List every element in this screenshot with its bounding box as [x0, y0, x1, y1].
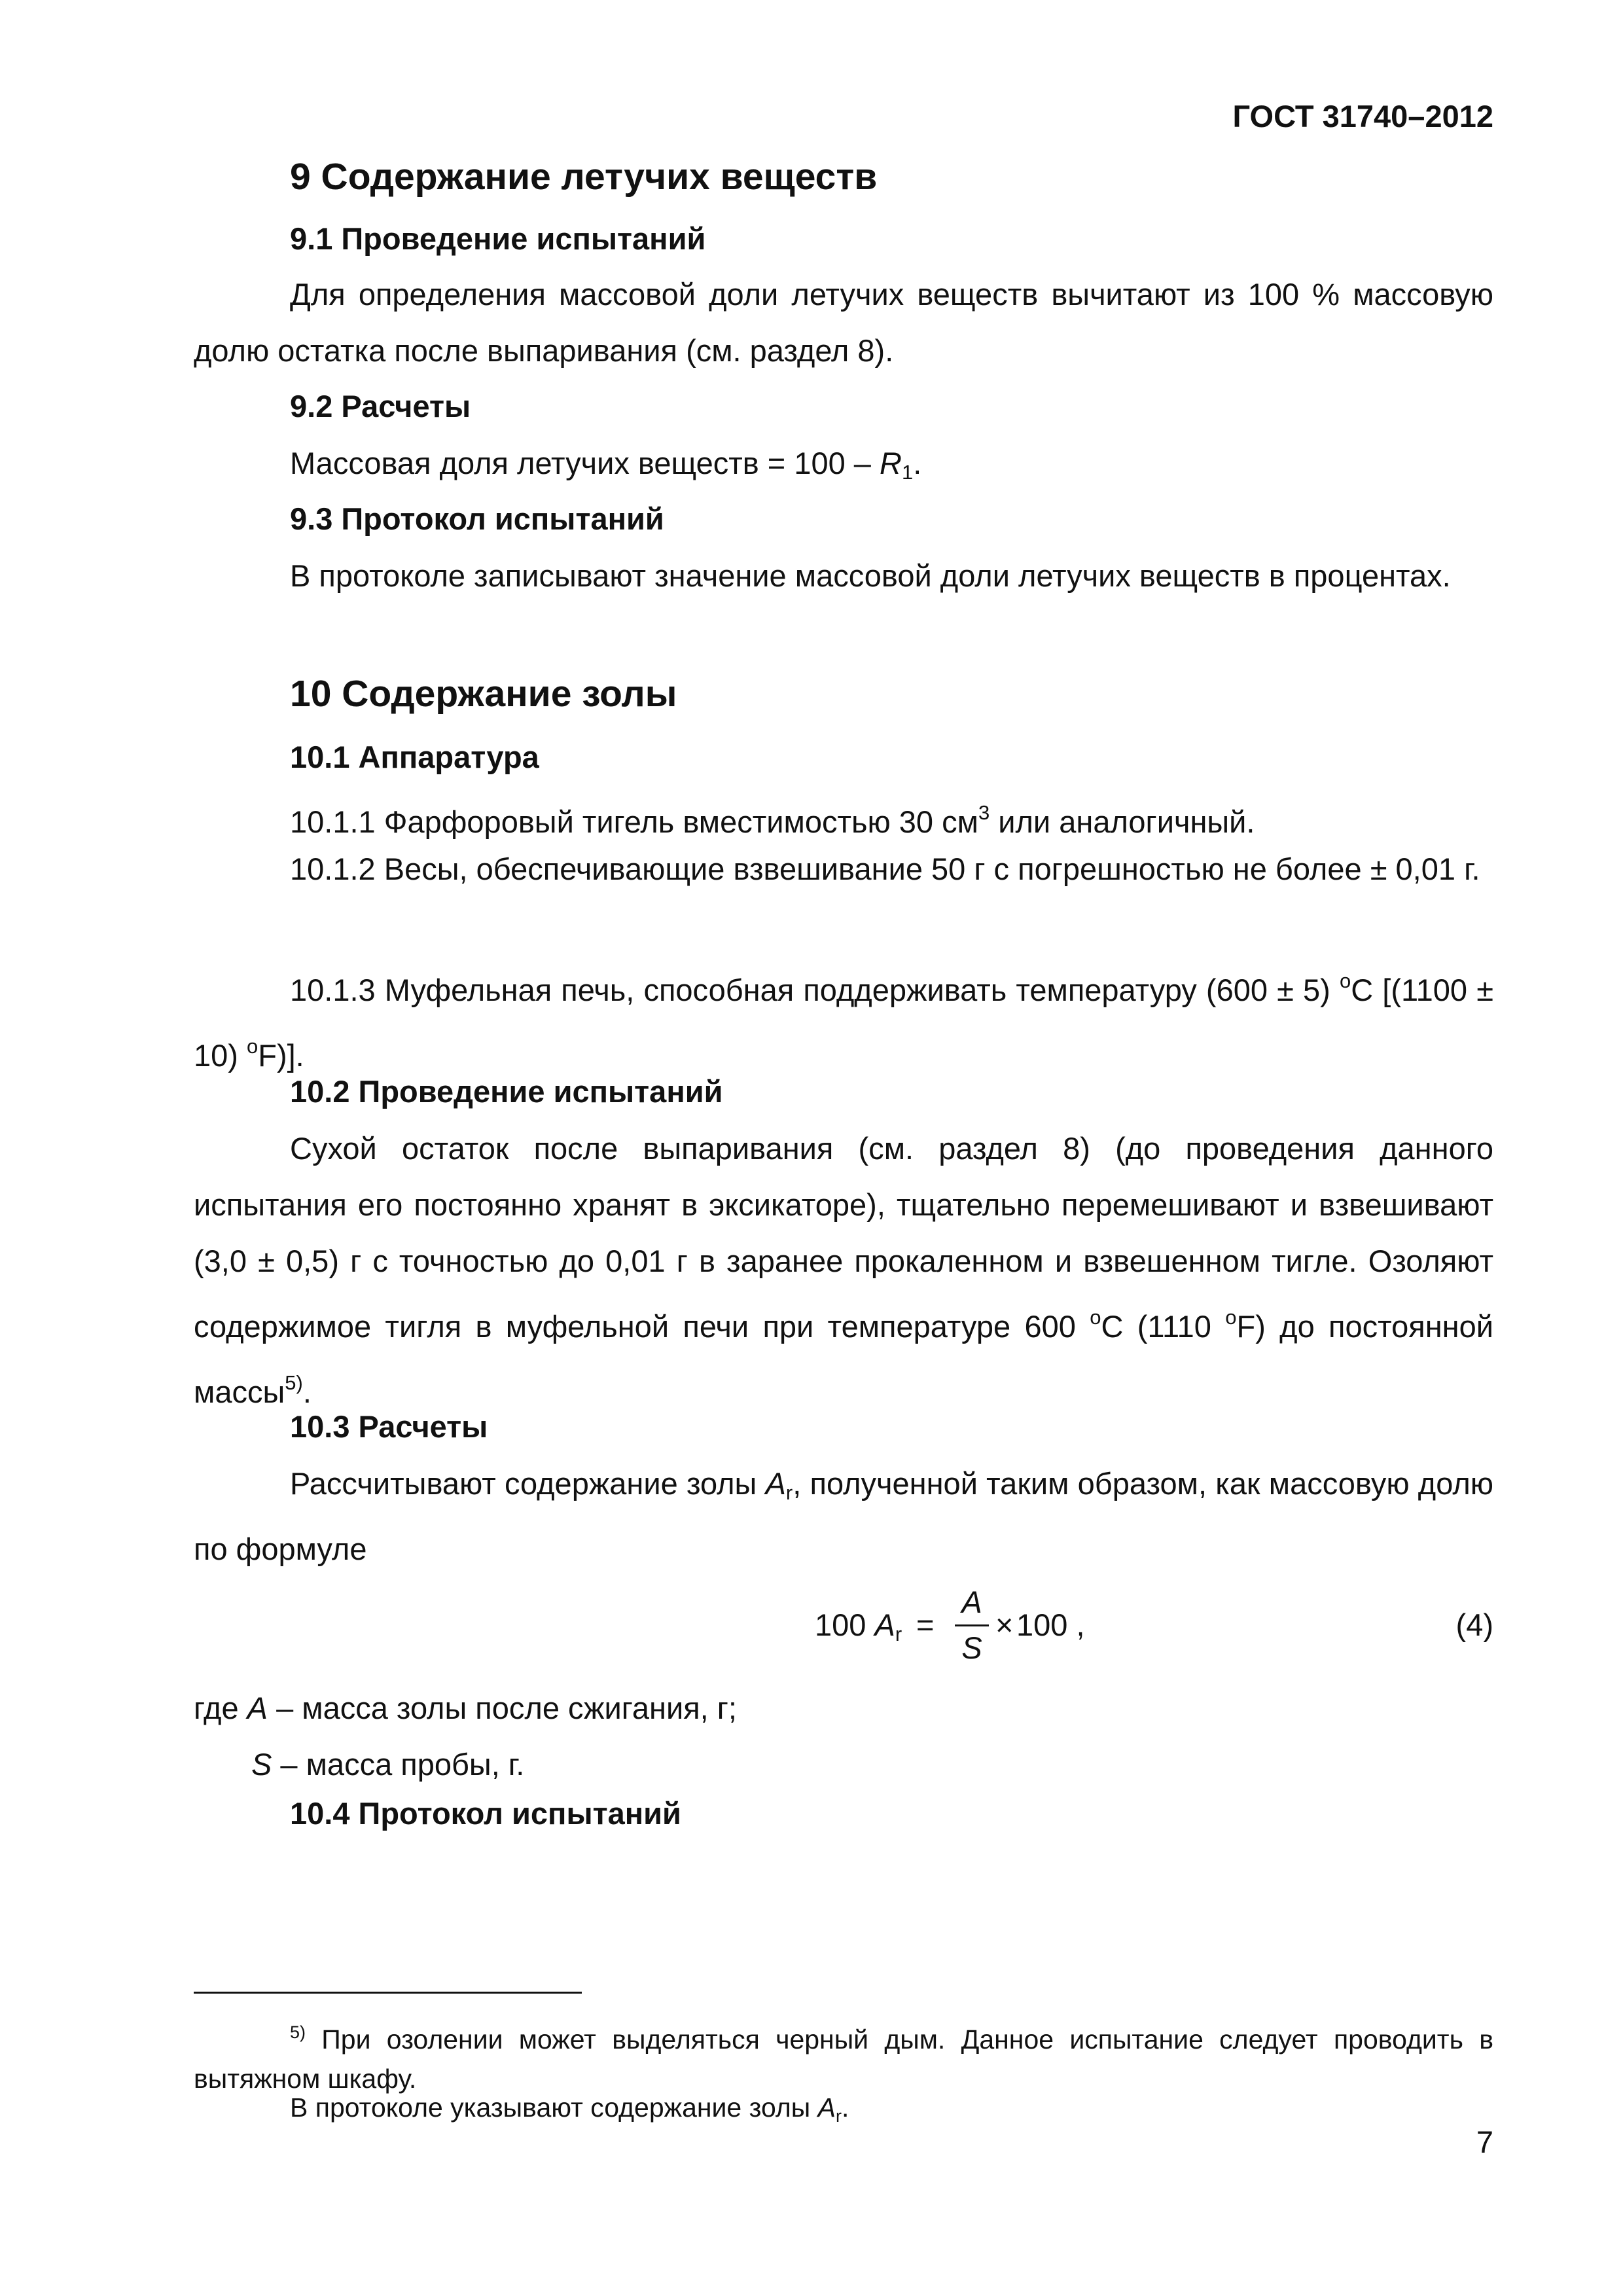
fraction-bar [955, 1624, 989, 1626]
section-10-2-text: Сухой остаток после выпаривания (см. раздел 8) (до проведения данного испытания его постоянно хранят в эксикаторе), тщательно перемешивают и взвешивают (3,0 ± 0,5) г с точностью до 0,01 г в заранее прокаленном и взвешенном тигле. Озоляют содержимое тигля в муфельной печи при температуре 600 $^o$С (1110 $^o$F) до постоянной массы$^{5)}$. [194, 1131, 1493, 1409]
formula-equals: = [916, 1607, 935, 1642]
where-a: где A – масса золы после сжигания, г; [194, 1691, 737, 1725]
footnote-5: $^{5)}$ При озолении может выделяться черный дым. Данное испытание следует проводить в вытяжном шкафу. [194, 2022, 1493, 2094]
section-10-title: 10 Содержание золы [290, 673, 677, 715]
section-10-4-title: 10.4 Протокол испытаний [290, 1796, 681, 1831]
formula-number: (4) [1455, 1607, 1493, 1642]
section-10-2-title: 10.2 Проведение испытаний [290, 1074, 723, 1109]
section-9-title: 9 Содержание летучих веществ [290, 156, 878, 198]
footnote-reference: 5) [285, 1371, 303, 1394]
section-9-1-title: 9.1 Проведение испытаний [290, 221, 706, 256]
formula-lhs: 100 $A_r$ [815, 1607, 902, 1645]
section-10-3-text: Рассчитывают содержание золы $A_r$, полученной таким образом, как массовую долю по формуле [194, 1466, 1494, 1566]
section-10-1-title: 10.1 Аппаратура [290, 740, 539, 774]
formula-times: × [995, 1607, 1014, 1642]
footnote-continuation: В протоколе указывают содержание золы $A_r$. [290, 2092, 849, 2126]
fraction-denominator: S [961, 1630, 982, 1665]
section-9-3-text: В протоколе записывают значение массовой доли летучих веществ в процентах. [290, 558, 1451, 593]
item-10-1-2: 10.1.2 Весы, обеспечивающие взвешивание 50 г с погрешностью не более ± 0,01 г. [290, 852, 1480, 886]
section-9-2-text: Массовая доля летучих веществ = $100 - R_1$. [290, 446, 922, 484]
section-10-3-title: 10.3 Расчеты [290, 1409, 488, 1444]
formula-rhs: 100 , [1016, 1607, 1085, 1642]
section-9-2-title: 9.2 Расчеты [290, 389, 471, 423]
section-9-3-title: 9.3 Протокол испытаний [290, 501, 664, 536]
footnote-separator [194, 1992, 582, 1994]
where-s: S – масса пробы, г. [251, 1747, 525, 1782]
item-10-1-3: 10.1.3 Муфельная печь, способная поддерживать температуру (600 ± 5) $^o$С [(1100 ± 10) $^o$F)]. [194, 969, 1493, 1073]
fraction-numerator: A [961, 1585, 982, 1619]
section-9-1-text: Для определения массовой доли летучих веществ вычитают из 100 % массовую долю остатка после выпаривания (см. раздел 8). [194, 277, 1493, 368]
standard-number: ГОСТ 31740–2012 [1232, 99, 1493, 134]
page-number: 7 [1476, 2125, 1493, 2159]
item-10-1-1: 10.1.1 Фарфоровый тигель вместимостью 30 $см^3$ или аналогичный. [290, 801, 1255, 839]
